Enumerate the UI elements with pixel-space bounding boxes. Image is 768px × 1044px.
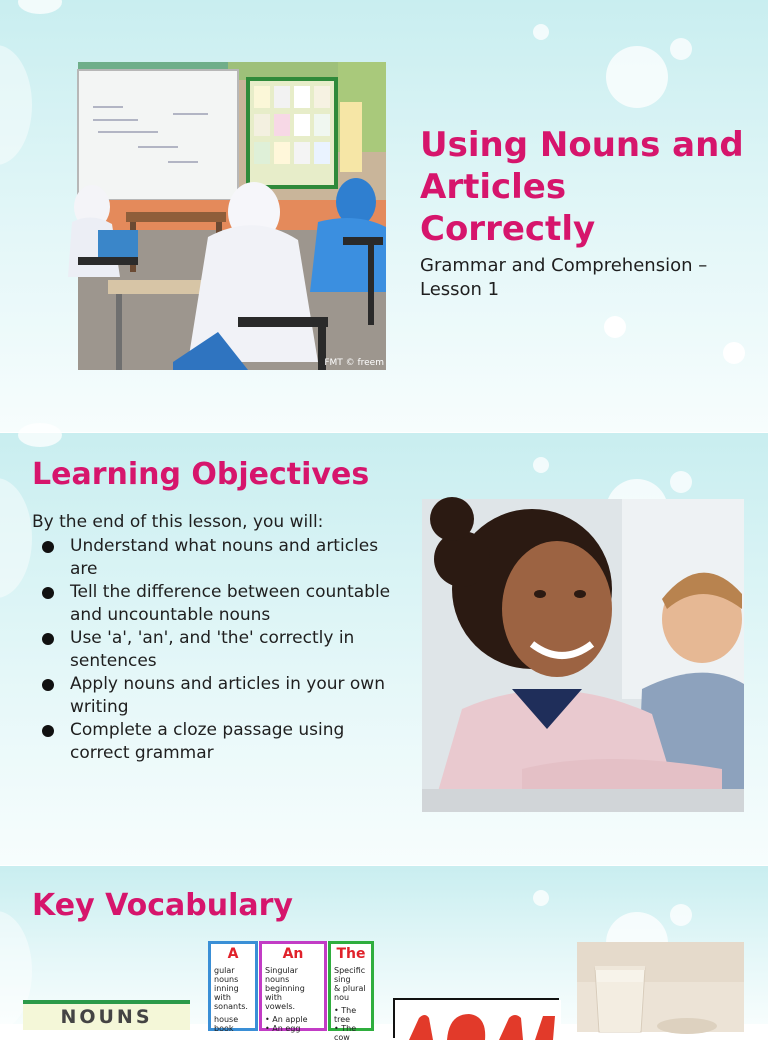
article-column-the <box>328 941 374 1042</box>
article-column-an <box>259 941 327 1031</box>
bullet-icon <box>42 725 54 737</box>
objective-text: Use 'a', 'an', and 'the' correctly in sentences <box>70 628 355 671</box>
objectives-list <box>40 535 400 765</box>
student-illustration <box>422 499 744 812</box>
vocabulary-slide <box>0 866 768 1042</box>
article-a-text: gular nouns <box>214 966 239 984</box>
milk-glass-illustration <box>577 942 744 1032</box>
decor-bubble <box>670 471 692 493</box>
decor-bubble <box>670 904 692 926</box>
nouns-card-label: NOUNS <box>60 1006 153 1028</box>
list-item <box>40 627 400 673</box>
decor-bubble <box>723 342 745 364</box>
objectives-heading: Learning Objectives <box>32 457 370 492</box>
decor-bubble <box>533 457 549 473</box>
articles-chart-image <box>208 941 374 1042</box>
classroom-illustration <box>78 62 386 370</box>
decor-bubble <box>604 316 626 338</box>
title-slide <box>0 0 768 432</box>
list-item <box>40 581 400 627</box>
student-photo <box>422 499 744 812</box>
article-the-body <box>331 964 371 1042</box>
article-an-body <box>262 964 324 1033</box>
objective-text: Apply nouns and articles in your own writing <box>70 674 385 717</box>
article-a-text: inning with <box>214 984 239 1002</box>
decor-bubble <box>533 24 549 40</box>
article-an-text: • An apple <box>265 1015 308 1024</box>
article-column-a <box>208 941 258 1031</box>
vocabulary-heading: Key Vocabulary <box>32 888 293 923</box>
decor-bubble <box>0 478 32 598</box>
bullet-icon <box>42 587 54 599</box>
bullet-icon <box>42 679 54 691</box>
number-graphic <box>395 1000 561 1040</box>
objective-text: Understand what nouns and articles are <box>70 536 379 579</box>
decor-bubble <box>18 423 62 447</box>
list-item <box>40 535 400 581</box>
bullet-icon <box>42 541 54 553</box>
article-the-text: • The tree <box>334 1006 357 1024</box>
lesson-subtitle: Grammar and Comprehension – Lesson 1 <box>420 255 708 300</box>
article-an-text: beginning with <box>265 984 305 1002</box>
article-the-text: • The cow <box>334 1024 357 1042</box>
article-the-heading: The <box>336 946 366 962</box>
article-the-text: Specific sing <box>334 966 366 984</box>
nouns-card-image <box>23 1000 190 1030</box>
article-a-text: sonants. <box>214 1002 248 1011</box>
decor-bubble <box>18 0 62 14</box>
article-a-text: house <box>214 1015 239 1024</box>
bullet-icon <box>42 633 54 645</box>
article-a-heading: A <box>227 946 239 962</box>
article-an-text: vowels. <box>265 1002 296 1011</box>
article-an-text: Singular nouns <box>265 966 298 984</box>
article-a-body <box>211 964 255 1033</box>
objectives-intro: By the end of this lesson, you will: <box>32 512 324 532</box>
photo-watermark: FMT © freem <box>324 358 384 368</box>
objective-text: Complete a cloze passage using correct grammar <box>70 720 345 763</box>
lesson-title: Using Nouns and Articles Correctly <box>420 125 744 249</box>
article-the-text: & plural nou <box>334 984 366 1002</box>
decor-bubble <box>606 46 668 108</box>
title-block <box>420 124 750 302</box>
article-an-heading: An <box>282 946 304 962</box>
article-a-text: book <box>214 1024 234 1033</box>
decor-bubble <box>533 890 549 906</box>
milk-photo <box>577 942 744 1032</box>
countable-nouns-image <box>393 998 559 1038</box>
classroom-photo <box>78 62 386 370</box>
article-an-text: • An egg <box>265 1024 301 1033</box>
list-item <box>40 673 400 719</box>
list-item <box>40 719 400 765</box>
objective-text: Tell the difference between countable and uncountable nouns <box>70 582 391 625</box>
decor-bubble <box>0 45 32 165</box>
objectives-slide <box>0 433 768 865</box>
decor-bubble <box>670 38 692 60</box>
